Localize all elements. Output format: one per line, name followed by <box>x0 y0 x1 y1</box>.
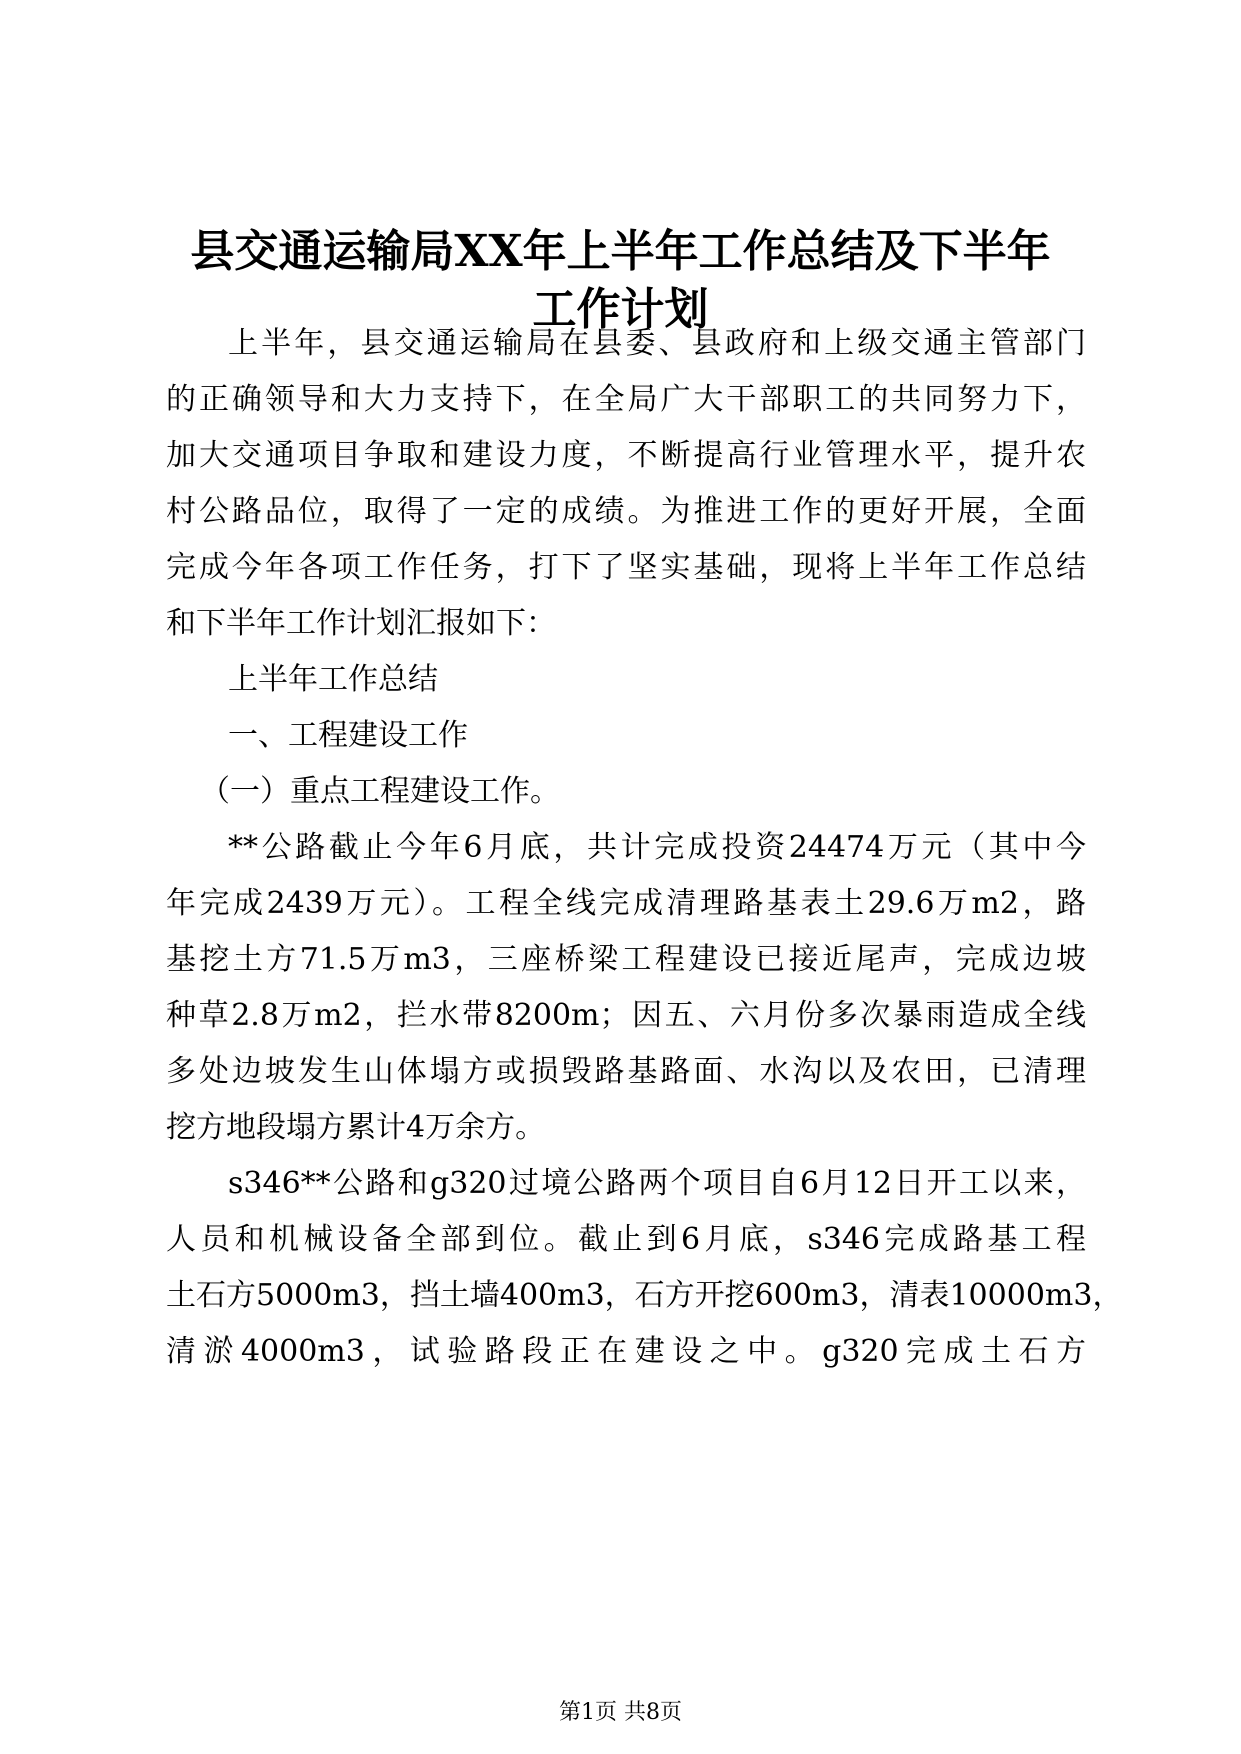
paragraph-line: 加大交通项目争取和建设力度，不断提高行业管理水平，提升农 <box>166 438 1086 473</box>
section-heading: 一、工程建设工作 <box>228 718 468 753</box>
paragraph-line: 人员和机械设备全部到位。截止到6月底，s346完成路基工程 <box>166 1222 1086 1257</box>
document-title-line-1: 县交通运输局XX年上半年工作总结及下半年 <box>190 226 1051 277</box>
paragraph-line: 基挖土方71.5万m3，三座桥梁工程建设已接近尾声，完成边坡 <box>166 942 1086 977</box>
paragraph-line: 清淤4000m3，试验路段正在建设之中。g320完成土石方 <box>166 1334 1086 1369</box>
paragraph-line: 土石方5000m3，挡土墙400m3，石方开挖600m3，清表10000m3， <box>166 1278 1123 1313</box>
paragraph-line: 种草2.8万m2，拦水带8200m；因五、六月份多次暴雨造成全线 <box>166 998 1086 1033</box>
paragraph-line: 挖方地段塌方累计4万余方。 <box>166 1110 546 1145</box>
subsection-heading: （一）重点工程建设工作。 <box>200 774 560 809</box>
section-heading: 上半年工作总结 <box>228 662 438 697</box>
paragraph-line: 和下半年工作计划汇报如下： <box>166 606 556 641</box>
document-title-line-2: 工作计划 <box>532 284 709 335</box>
paragraph-line: 上半年，县交通运输局在县委、县政府和上级交通主管部门 <box>228 326 1086 361</box>
paragraph-line: 年完成2439万元）。工程全线完成清理路基表土29.6万m2，路 <box>166 886 1086 921</box>
paragraph-line: s346**公路和g320过境公路两个项目自6月12日开工以来， <box>228 1166 1086 1201</box>
paragraph-line: 完成今年各项工作任务，打下了坚实基础，现将上半年工作总结 <box>166 550 1086 585</box>
paragraph-line: 村公路品位，取得了一定的成绩。为推进工作的更好开展，全面 <box>166 494 1086 529</box>
paragraph-line: 的正确领导和大力支持下，在全局广大干部职工的共同努力下， <box>166 382 1086 417</box>
paragraph-line: **公路截止今年6月底，共计完成投资24474万元（其中今 <box>228 830 1086 865</box>
page-footer: 第1页 共8页 <box>559 1700 682 1725</box>
paragraph-line: 多处边坡发生山体塌方或损毁路基路面、水沟以及农田，已清理 <box>166 1054 1086 1089</box>
